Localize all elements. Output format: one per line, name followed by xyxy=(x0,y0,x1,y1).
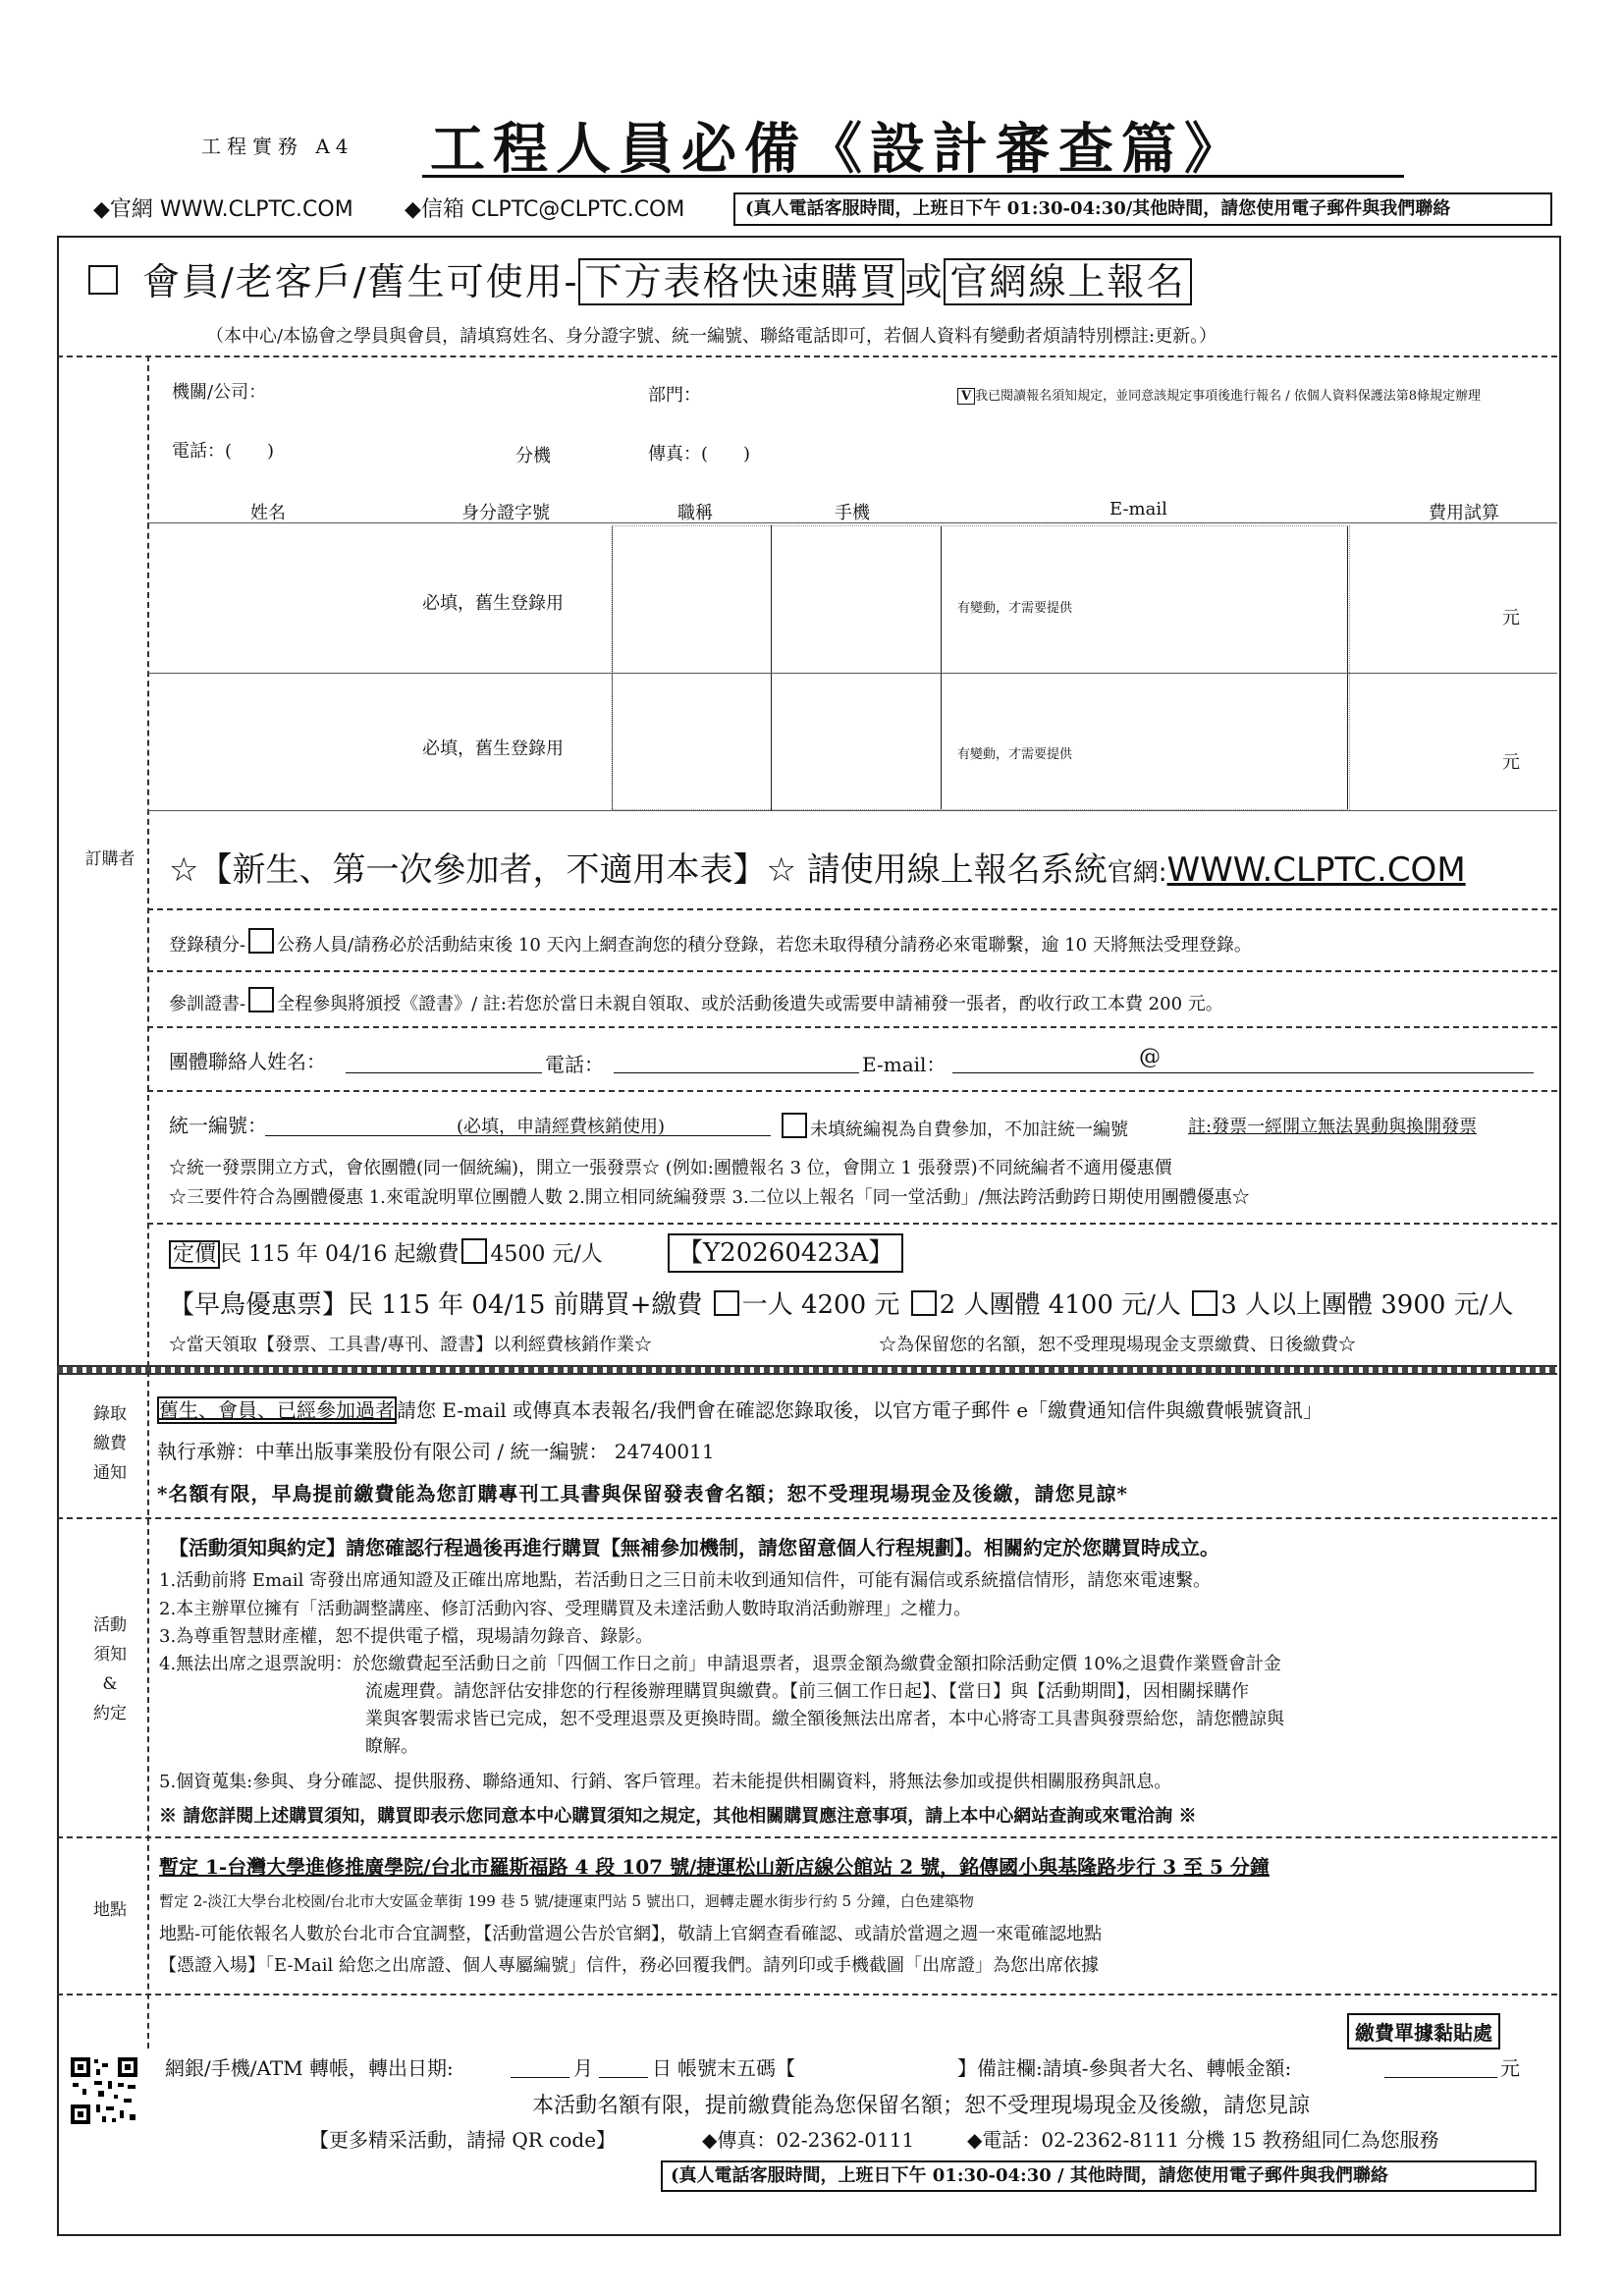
amount-input[interactable] xyxy=(1384,2077,1497,2078)
new-student-text: ☆【新生、第一次參加者，不適用本表】☆ 請使用線上報名系統 xyxy=(169,850,1108,890)
credit-line xyxy=(169,928,1252,957)
fixed-price-amount: 4500 元/人 xyxy=(490,1242,603,1267)
payment-limit: 本活動名額有限，提前繳費能為您保留名額；恕不受理現場現金及後繳，請您見諒 xyxy=(532,2094,1311,2118)
col-fee: 費用試算 xyxy=(1429,503,1499,523)
limit-note: *名額有限，早鳥提前繳費能為您訂購專刊工具書與保留發表會名額；恕不受理現場現金及後繳，請您見諒* xyxy=(157,1482,1128,1505)
col-title: 職稱 xyxy=(677,503,713,523)
notice-item5: 5.個資蒐集:參與、身分確認、提供服務、聯絡通知、行銷、客戶管理。若未能提供相關資料，將無法參加或提供相關服務與訊息。 xyxy=(159,1772,1172,1792)
early-opt3: 3 人以上團體 3900 元/人 xyxy=(1220,1290,1514,1320)
banner-line xyxy=(142,251,1192,305)
notice-item2: 2.本主辦單位擁有「活動調整講座、修訂活動內容、受理購買及未達活動人數時取消活動辦理」之權力。 xyxy=(159,1599,972,1619)
more-activities: 【更多精采活動，請掃 QR code】 xyxy=(309,2128,617,2152)
cert-line xyxy=(169,987,1223,1015)
tax-id-unfilled xyxy=(779,1113,1128,1141)
group-phone-input[interactable] xyxy=(614,1072,859,1073)
ext-label: 分機 xyxy=(515,446,551,466)
group-rule: ☆三要件符合為團體優惠 1.來電說明單位團體人數 2.開立相同統編發票 3.二位以上報名「同一堂活動」/無法跨活動跨日期使用團體優惠☆ xyxy=(169,1187,1250,1208)
group-contact-label: 團體聯絡人姓名： xyxy=(169,1050,326,1073)
notice-item3: 3.為尊重智慧財產權，恕不提供電子檔，現場請勿錄音、錄影。 xyxy=(159,1626,654,1647)
hotline-box: (真人電話客服時間，上班日下午 01:30-04:30/其他時間，請您使用電子郵件與我們聯絡 xyxy=(733,192,1552,226)
row2-id-hint: 必填，舊生登錄用 xyxy=(422,738,564,759)
early-bird-text: 民 115 年 04/15 前購買+繳費 xyxy=(348,1290,703,1320)
notice-item4a: 4.無法出席之退票說明：於您繳費起至活動日之前「四個工作日之前」申請退票者，退票金額為繳費金額扣除活動定價 10%之退費作業暨會計金 xyxy=(159,1654,1281,1674)
website-link[interactable]: ◆官網 WWW.CLPTC.COM xyxy=(93,197,353,222)
cert-checkbox[interactable] xyxy=(248,987,274,1012)
transfer-label: 網銀/手機/ATM 轉帳，轉出日期: xyxy=(165,2056,454,2080)
remark-label: 】備註欄:請填-參與者大名、轉帳金額: xyxy=(957,2056,1292,2080)
notice-item4c: 業與客製需求皆已完成，恕不受理退票及更換時間。繳全額後無法出席者，本中心將寄工具書與發票給您，請您體諒與 xyxy=(365,1709,1284,1729)
row2-email-hint: 有變動，才需要提供 xyxy=(957,747,1073,762)
at-sign: @ xyxy=(1139,1045,1161,1069)
col-name: 姓名 xyxy=(250,503,286,523)
group-contact-input[interactable] xyxy=(346,1072,542,1073)
transfer-month-input[interactable] xyxy=(511,2077,569,2078)
transfer-day-input[interactable] xyxy=(599,2077,648,2078)
footer-hotline-box: (真人電話客服時間，上班日下午 01:30-04:30 / 其他時間，請您使用電子郵件與我們聯絡 xyxy=(661,2160,1537,2192)
admission-highlight: 舊生、會員、已經參加過者 xyxy=(159,1398,395,1422)
row1-email-hint: 有變動，才需要提供 xyxy=(957,601,1073,616)
cert-label: 參訓證書- xyxy=(169,994,246,1014)
group-email-input[interactable] xyxy=(952,1072,1534,1073)
fax-label: 傳真：( ) xyxy=(648,444,751,465)
early-opt1-checkbox[interactable] xyxy=(714,1290,739,1316)
notice-item4d: 瞭解。 xyxy=(365,1736,418,1757)
fixed-price-tag: 定價 xyxy=(169,1240,220,1269)
email-link[interactable]: ◆信箱 CLPTC@CLPTC.COM xyxy=(405,197,685,222)
admission-text: 請您 E-mail 或傳真本表報名/我們會在確認您錄取後，以官方電子郵件 e「繳費通知信件與繳費帳號資訊」 xyxy=(397,1398,1324,1422)
consent-checkbox[interactable]: V xyxy=(957,388,975,405)
early-bird-label: 【早鳥優惠票】 xyxy=(169,1290,349,1320)
admission-line xyxy=(157,1394,1323,1423)
notice-heading: 【活動須知與約定】請您確認行程過後再進行購買【無補參加機制，請您留意個人行程規劃】。相關約定於您購買時成立。 xyxy=(169,1536,1219,1559)
cert-text: 全程參與將頒授《證書》/ 註:若您於當日未親自領取、或於活動後遺失或需要申請補發一張者，酌收行政工本費 200 元。 xyxy=(277,994,1223,1014)
notice-footer: ※ 請您詳閱上述購買須知，購買即表示您同意本中心購買須知之規定，其他相關購買應注意事項，請上本中心網站查詢或來電洽詢 ※ xyxy=(159,1806,1197,1827)
series-label: 工程實務 A4 xyxy=(201,135,354,158)
new-student-site-link[interactable]: WWW.CLPTC.COM xyxy=(1166,850,1466,890)
consent-text: 我已閱讀報名須知規定，並同意該規定事項後進行報名 / 依個人資料保護法第8條規定辦理 xyxy=(975,389,1482,404)
orderer-side-label: 訂購者 xyxy=(84,849,135,869)
tax-id-unfilled-text: 未填統編視為自費參加，不加註統一編號 xyxy=(810,1120,1128,1140)
tax-id-hint: (必填，申請經費核銷使用) xyxy=(457,1117,666,1137)
qr-code[interactable] xyxy=(69,2055,139,2126)
early-opt2-checkbox[interactable] xyxy=(911,1290,937,1316)
member-label: 會員/老客戶/舊生可使用- xyxy=(142,260,579,303)
location-note1: 地點-可能依報名人數於台北市合宜調整，【活動當週公告於官網】，敬請上官網查看確認、或請於當週之週一來電確認地點 xyxy=(159,1924,1103,1944)
dept-label: 部門： xyxy=(648,385,701,406)
group-email-label: E-mail： xyxy=(862,1053,947,1076)
self-pay-checkbox[interactable] xyxy=(782,1113,807,1138)
credit-label: 登錄積分- xyxy=(169,935,246,956)
phone-number: ◆電話：02-2362-8111 分機 15 教務組同仁為您服務 xyxy=(967,2128,1439,2152)
location-note2: 【憑證入場】「E-Mail 給您之出席證、個人專屬編號」信件，務必回覆我們。請列印或手機截圖「出席證」為您出席依據 xyxy=(159,1955,1099,1976)
consent-line xyxy=(957,385,1481,404)
or-label: 或 xyxy=(904,260,945,303)
early-opt2: 2 人團體 4100 元/人 xyxy=(939,1290,1181,1320)
col-id: 身分證字號 xyxy=(461,503,550,523)
quick-buy-label: 下方表格快速購買 xyxy=(578,258,904,305)
venue2: 暫定 2-淡江大學台北校園/台北市大安區金華街 199 巷 5 號/捷運東門站 5 號出口，迴轉走麗水街步行約 5 分鐘，白色建築物 xyxy=(159,1892,974,1910)
row1-fee-unit: 元 xyxy=(1502,608,1520,629)
transfer-month-label: 月 xyxy=(573,2056,593,2080)
location-side-label: 地點 xyxy=(93,1900,127,1920)
early-opt3-checkbox[interactable] xyxy=(1192,1290,1217,1316)
early-bird-line xyxy=(169,1285,1513,1321)
new-student-notice xyxy=(169,843,1466,891)
online-signup-link[interactable]: 官網線上報名 xyxy=(944,258,1191,305)
fixed-price-line xyxy=(169,1237,603,1268)
pickup-note: ☆當天領取【發票、工具書/專刊、證書】以利經費核銷作業☆ xyxy=(169,1335,653,1355)
credit-text: 公務人員/請務必於活動結束後 10 天內上網查詢您的積分登錄，若您未取得積分請務必來電聯繫，逾 10 天將無法受理登錄。 xyxy=(277,935,1252,956)
group-phone-label: 電話： xyxy=(545,1053,604,1076)
row2-fee-unit: 元 xyxy=(1502,752,1520,773)
page-title: 工程人員必備《設計審查篇》 xyxy=(430,117,1247,182)
payment-note: ☆為保留您的名額，恕不受理現場現金支票繳費、日後繳費☆ xyxy=(879,1335,1356,1355)
member-checkbox[interactable] xyxy=(88,265,118,295)
fax-number: ◆傳真：02-2362-0111 xyxy=(702,2128,915,2152)
tax-id-note: 註:發票一經開立無法異動與換開發票 xyxy=(1188,1117,1478,1137)
row1-id-hint: 必填，舊生登錄用 xyxy=(422,593,564,614)
organizer: 執行承辦：中華出版事業股份有限公司 / 統一編號： 24740011 xyxy=(157,1440,715,1463)
transfer-day-label: 日 xyxy=(652,2056,672,2080)
new-student-site-label: 官網: xyxy=(1107,858,1167,888)
course-code: 【Y20260423A】 xyxy=(668,1233,903,1273)
notice-item1: 1.活動前將 Email 寄發出席通知證及正確出席地點，若活動日之三日前未收到通知信件，可能有漏信或系統擋信情形，請您來電速繫。 xyxy=(159,1570,1212,1591)
phone-label: 電話：( ) xyxy=(172,441,275,462)
amount-currency: 元 xyxy=(1500,2056,1520,2080)
early-opt1: 一人 4200 元 xyxy=(741,1290,900,1320)
banner-note: （本中心/本協會之學員與會員，請填寫姓名、身分證字號、統一編號、聯絡電話即可，若個人資料有變動者煩請特別標註:更新。） xyxy=(206,326,1217,347)
notice-item4b: 流處理費。請您評估安排您的行程後辦理購買與繳費。【前三個工作日起】、【當日】與【活動期間】，因相關採購作 xyxy=(365,1681,1249,1702)
account-tail-label: 帳號末五碼【 xyxy=(677,2056,795,2080)
fixed-price-text: 民 115 年 04/16 起繳費 xyxy=(220,1242,460,1267)
notice-side-label: 活動 須知 & 約定 xyxy=(93,1615,127,1723)
col-email: E-mail xyxy=(1109,499,1167,519)
venue1: 暫定 1-台灣大學進修推廣學院/台北市羅斯福路 4 段 107 號/捷運松山新店線公館站 2 號，銘傳國小與基隆路步行 3 至 5 分鐘 xyxy=(159,1855,1270,1879)
civil-servant-checkbox[interactable] xyxy=(248,928,274,954)
fixed-price-checkbox[interactable] xyxy=(461,1238,487,1264)
tax-id-label: 統一編號： xyxy=(169,1114,267,1137)
receipt-box: 繳費單據黏貼處 xyxy=(1347,2013,1500,2050)
col-mobile: 手機 xyxy=(835,503,870,523)
company-label: 機關/公司： xyxy=(172,382,267,403)
admission-side-label: 錄取 繳費 通知 xyxy=(93,1404,127,1483)
invoice-rule: ☆統一發票開立方式，會依團體(同一個統編)，開立一張發票☆ (例如:團體報名 3 位，會開立 1 張發票)不同統編者不適用優惠價 xyxy=(169,1158,1172,1178)
